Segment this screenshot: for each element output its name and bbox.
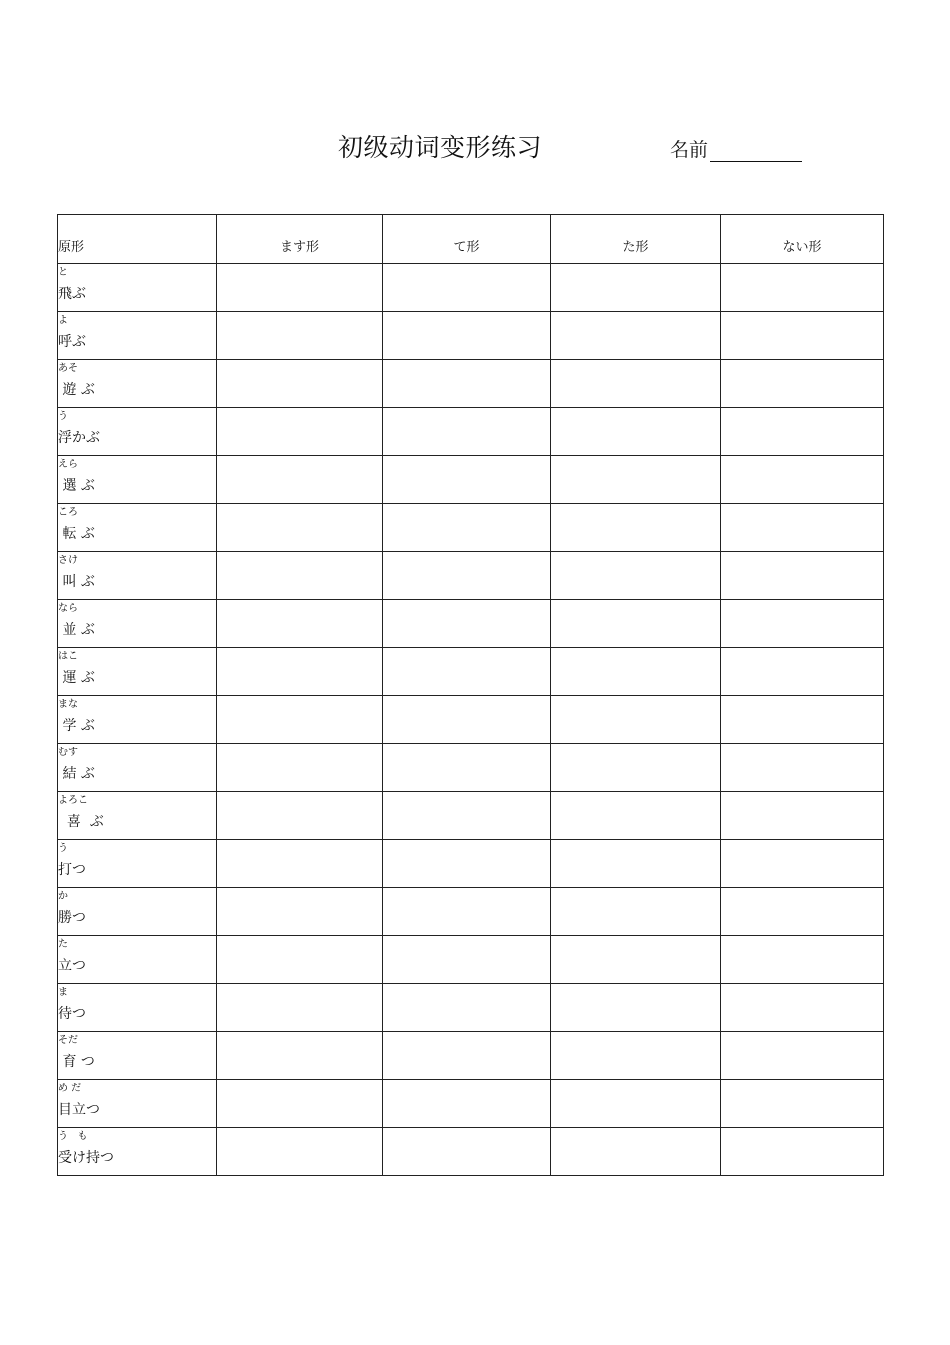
furigana-reading: よ — [58, 315, 68, 326]
furigana-reading: か — [58, 891, 68, 902]
table-row — [58, 504, 884, 552]
ta-form-answer-cell[interactable] — [551, 984, 721, 1032]
ta-form-answer-cell[interactable] — [551, 312, 721, 360]
masu-form-answer-cell[interactable] — [217, 840, 383, 888]
furigana-reading: う — [58, 411, 68, 422]
verb-dictionary-form: 呼ぶ — [58, 334, 86, 350]
ta-form-answer-cell[interactable] — [551, 264, 721, 312]
table-row — [58, 456, 884, 504]
ta-form-answer-cell[interactable] — [551, 456, 721, 504]
verb-base-form-cell — [58, 264, 217, 312]
ta-form-answer-cell[interactable] — [551, 600, 721, 648]
te-form-answer-cell[interactable] — [383, 840, 551, 888]
masu-form-answer-cell[interactable] — [217, 888, 383, 936]
masu-form-answer-cell[interactable] — [217, 1128, 383, 1176]
masu-form-answer-cell[interactable] — [217, 552, 383, 600]
furigana-reading: め だ — [58, 1083, 82, 1094]
nai-form-answer-cell[interactable] — [721, 792, 884, 840]
furigana-reading: た — [58, 939, 68, 950]
ta-form-answer-cell[interactable] — [551, 840, 721, 888]
masu-form-answer-cell[interactable] — [217, 984, 383, 1032]
te-form-answer-cell[interactable] — [383, 1080, 551, 1128]
ta-form-answer-cell[interactable] — [551, 792, 721, 840]
table-body — [58, 264, 884, 1176]
verb-dictionary-form: 叫 ぶ — [58, 574, 95, 590]
te-form-answer-cell[interactable] — [383, 744, 551, 792]
furigana-reading: はこ — [58, 651, 78, 662]
column-header-nai-form: ない形 — [721, 215, 884, 264]
verb-dictionary-form: 待つ — [58, 1006, 86, 1022]
masu-form-answer-cell[interactable] — [217, 936, 383, 984]
masu-form-answer-cell[interactable] — [217, 360, 383, 408]
table-row — [58, 840, 884, 888]
table-row — [58, 696, 884, 744]
ta-form-answer-cell[interactable] — [551, 504, 721, 552]
table-row — [58, 792, 884, 840]
name-blank-line[interactable] — [710, 141, 802, 162]
verb-dictionary-form: 浮かぶ — [58, 430, 100, 446]
table-row — [58, 888, 884, 936]
te-form-answer-cell[interactable] — [383, 360, 551, 408]
table-row — [58, 600, 884, 648]
verb-base-form-cell — [58, 408, 217, 456]
te-form-answer-cell[interactable] — [383, 600, 551, 648]
nai-form-answer-cell[interactable] — [721, 264, 884, 312]
verb-base-form-cell — [58, 648, 217, 696]
table-row — [58, 984, 884, 1032]
furigana-reading: ころ — [58, 507, 78, 518]
te-form-answer-cell[interactable] — [383, 792, 551, 840]
table-row — [58, 1080, 884, 1128]
column-header-ta-form: た形 — [551, 215, 721, 264]
verb-dictionary-form: 結 ぶ — [58, 766, 95, 782]
ta-form-answer-cell[interactable] — [551, 744, 721, 792]
ta-form-answer-cell[interactable] — [551, 408, 721, 456]
furigana-reading: えら — [58, 459, 78, 470]
te-form-answer-cell[interactable] — [383, 984, 551, 1032]
name-field — [670, 135, 802, 162]
verb-base-form-cell — [58, 504, 217, 552]
verb-base-form-cell — [58, 552, 217, 600]
column-header-te-form: て形 — [383, 215, 551, 264]
nai-form-answer-cell[interactable] — [721, 984, 884, 1032]
masu-form-answer-cell[interactable] — [217, 744, 383, 792]
table-row — [58, 360, 884, 408]
furigana-reading: むす — [58, 747, 78, 758]
conjugation-table — [57, 214, 884, 1176]
te-form-answer-cell[interactable] — [383, 264, 551, 312]
verb-base-form-cell — [58, 984, 217, 1032]
nai-form-answer-cell[interactable] — [721, 312, 884, 360]
verb-base-form-cell — [58, 840, 217, 888]
nai-form-answer-cell[interactable] — [721, 1128, 884, 1176]
verb-base-form-cell — [58, 456, 217, 504]
nai-form-answer-cell[interactable] — [721, 648, 884, 696]
verb-base-form-cell — [58, 360, 217, 408]
table-row — [58, 1032, 884, 1080]
masu-form-answer-cell[interactable] — [217, 1080, 383, 1128]
furigana-reading: う も — [58, 1131, 88, 1142]
table-row — [58, 1128, 884, 1176]
nai-form-answer-cell[interactable] — [721, 696, 884, 744]
verb-base-form-cell — [58, 1128, 217, 1176]
verb-base-form-cell — [58, 600, 217, 648]
ta-form-answer-cell[interactable] — [551, 888, 721, 936]
ta-form-answer-cell[interactable] — [551, 1128, 721, 1176]
verb-base-form-cell — [58, 888, 217, 936]
verb-dictionary-form: 勝つ — [58, 910, 86, 926]
nai-form-answer-cell[interactable] — [721, 600, 884, 648]
nai-form-answer-cell[interactable] — [721, 552, 884, 600]
furigana-reading: そだ — [58, 1035, 78, 1046]
nai-form-answer-cell[interactable] — [721, 1080, 884, 1128]
ta-form-answer-cell[interactable] — [551, 552, 721, 600]
furigana-reading: さけ — [58, 555, 78, 566]
verb-dictionary-form: 目立つ — [58, 1102, 100, 1118]
verb-base-form-cell — [58, 1032, 217, 1080]
ta-form-answer-cell[interactable] — [551, 696, 721, 744]
verb-dictionary-form: 受け持つ — [58, 1150, 114, 1166]
verb-dictionary-form: 転 ぶ — [58, 526, 95, 542]
ta-form-answer-cell[interactable] — [551, 360, 721, 408]
verb-dictionary-form: 学 ぶ — [58, 718, 95, 734]
masu-form-answer-cell[interactable] — [217, 600, 383, 648]
name-label: 名前 — [670, 139, 709, 161]
table-row — [58, 936, 884, 984]
te-form-answer-cell[interactable] — [383, 552, 551, 600]
table-row — [58, 648, 884, 696]
column-header-base-form: 原形 — [58, 215, 217, 264]
te-form-answer-cell[interactable] — [383, 312, 551, 360]
worksheet-title: 初级动词变形练习 — [338, 133, 543, 162]
te-form-answer-cell[interactable] — [383, 504, 551, 552]
masu-form-answer-cell[interactable] — [217, 792, 383, 840]
masu-form-answer-cell[interactable] — [217, 312, 383, 360]
nai-form-answer-cell[interactable] — [721, 936, 884, 984]
ta-form-answer-cell[interactable] — [551, 1080, 721, 1128]
verb-dictionary-form: 運 ぶ — [58, 670, 95, 686]
masu-form-answer-cell[interactable] — [217, 456, 383, 504]
verb-dictionary-form: 打つ — [58, 862, 86, 878]
verb-dictionary-form: 喜 ぶ — [58, 814, 104, 830]
table-row — [58, 408, 884, 456]
te-form-answer-cell[interactable] — [383, 1032, 551, 1080]
te-form-answer-cell[interactable] — [383, 696, 551, 744]
verb-dictionary-form: 育 つ — [58, 1054, 95, 1070]
furigana-reading: まな — [58, 699, 78, 710]
verb-base-form-cell — [58, 936, 217, 984]
table-row — [58, 552, 884, 600]
nai-form-answer-cell[interactable] — [721, 360, 884, 408]
verb-dictionary-form: 飛ぶ — [58, 286, 86, 302]
ta-form-answer-cell[interactable] — [551, 1032, 721, 1080]
masu-form-answer-cell[interactable] — [217, 504, 383, 552]
verb-base-form-cell — [58, 744, 217, 792]
furigana-reading: よろこ — [58, 795, 88, 806]
verb-base-form-cell — [58, 1080, 217, 1128]
ta-form-answer-cell[interactable] — [551, 936, 721, 984]
verb-dictionary-form: 遊 ぶ — [58, 382, 95, 398]
furigana-reading: ま — [58, 987, 68, 998]
table-row — [58, 264, 884, 312]
masu-form-answer-cell[interactable] — [217, 408, 383, 456]
furigana-reading: あそ — [58, 363, 78, 374]
nai-form-answer-cell[interactable] — [721, 744, 884, 792]
verb-base-form-cell — [58, 312, 217, 360]
masu-form-answer-cell[interactable] — [217, 648, 383, 696]
table-header-row — [58, 215, 884, 264]
te-form-answer-cell[interactable] — [383, 408, 551, 456]
nai-form-answer-cell[interactable] — [721, 840, 884, 888]
te-form-answer-cell[interactable] — [383, 888, 551, 936]
verb-dictionary-form: 並 ぶ — [58, 622, 95, 638]
te-form-answer-cell[interactable] — [383, 1128, 551, 1176]
te-form-answer-cell[interactable] — [383, 936, 551, 984]
verb-base-form-cell — [58, 792, 217, 840]
column-header-masu-form: ます形 — [217, 215, 383, 264]
nai-form-answer-cell[interactable] — [721, 408, 884, 456]
furigana-reading: と — [58, 267, 68, 278]
table-row — [58, 744, 884, 792]
furigana-reading: う — [58, 843, 68, 854]
verb-base-form-cell — [58, 696, 217, 744]
verb-dictionary-form: 選 ぶ — [58, 478, 95, 494]
nai-form-answer-cell[interactable] — [721, 1032, 884, 1080]
furigana-reading: なら — [58, 603, 78, 614]
nai-form-answer-cell[interactable] — [721, 504, 884, 552]
te-form-answer-cell[interactable] — [383, 456, 551, 504]
ta-form-answer-cell[interactable] — [551, 648, 721, 696]
masu-form-answer-cell[interactable] — [217, 1032, 383, 1080]
te-form-answer-cell[interactable] — [383, 648, 551, 696]
masu-form-answer-cell[interactable] — [217, 264, 383, 312]
nai-form-answer-cell[interactable] — [721, 888, 884, 936]
nai-form-answer-cell[interactable] — [721, 456, 884, 504]
masu-form-answer-cell[interactable] — [217, 696, 383, 744]
verb-dictionary-form: 立つ — [58, 958, 86, 974]
table-row — [58, 312, 884, 360]
